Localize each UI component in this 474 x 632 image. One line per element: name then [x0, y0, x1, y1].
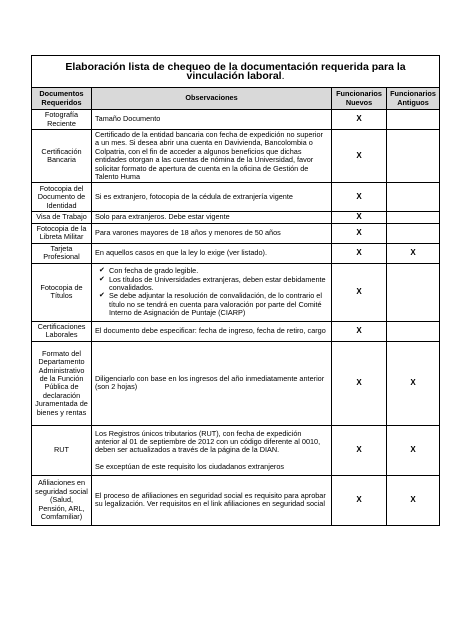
mark-antiguos: X — [387, 243, 440, 263]
mark-nuevos: X — [332, 475, 387, 525]
mark-antiguos — [387, 212, 440, 223]
mark-antiguos — [387, 130, 440, 183]
doc-cell: Tarjeta Profesional — [32, 243, 92, 263]
title-period: . — [281, 69, 285, 82]
list-item-text: Se debe adjuntar la resolución de convalidación, de lo contrario el título no se tendrá en cuenta para valoración por parte del Comité Interno de Asignación de Puntaje (CIARP) — [109, 291, 322, 318]
mark-nuevos: X — [332, 110, 387, 130]
document-title — [32, 56, 440, 88]
obs-cell: En aquellos casos en que la ley lo exige (ver listado). — [92, 243, 332, 263]
titulos-checklist — [95, 267, 328, 317]
header-funcionarios-antiguos: Funcionarios Antiguos — [387, 88, 440, 110]
doc-cell: Certificaciones Laborales — [32, 321, 92, 341]
mark-nuevos: X — [332, 212, 387, 223]
doc-cell: Fotocopia de Títulos — [32, 263, 92, 321]
doc-cell: Formato del Departamento Administrativo de la Función Pública de declaración Juramentada de bienes y rentas — [32, 341, 92, 425]
table-row — [32, 475, 440, 525]
mark-antiguos — [387, 263, 440, 321]
checklist-table — [31, 55, 440, 526]
mark-nuevos: X — [332, 341, 387, 425]
mark-antiguos: X — [387, 475, 440, 525]
mark-nuevos: X — [332, 321, 387, 341]
obs-cell: Solo para extranjeros. Debe estar vigente — [92, 212, 332, 223]
checklist-sheet — [31, 55, 439, 526]
obs-cell: El documento debe especificar: fecha de ingreso, fecha de retiro, cargo — [92, 321, 332, 341]
obs-cell — [92, 263, 332, 321]
check-icon: ✔ — [99, 292, 105, 300]
doc-cell: Visa de Trabajo — [32, 212, 92, 223]
header-funcionarios-nuevos: Funcionarios Nuevos — [332, 88, 387, 110]
mark-antiguos: X — [387, 341, 440, 425]
check-icon: ✔ — [99, 275, 105, 283]
mark-nuevos: X — [332, 243, 387, 263]
mark-antiguos — [387, 183, 440, 212]
mark-nuevos: X — [332, 183, 387, 212]
table-row — [32, 130, 440, 183]
obs-cell: Tamaño Documento — [92, 110, 332, 130]
list-item — [99, 274, 328, 293]
doc-cell: Fotocopia del Documento de Identidad — [32, 183, 92, 212]
table-row — [32, 110, 440, 130]
table-row — [32, 425, 440, 475]
doc-cell: Afiliaciones en seguridad social (Salud, Pensión, ARL, Comfamiliar) — [32, 475, 92, 525]
doc-cell: Certificación Bancaria — [32, 130, 92, 183]
obs-cell: El proceso de afiliaciones en seguridad social es requisito para aprobar su legalización. Ver requisitos en el link afiliaciones en seguridad social — [92, 475, 332, 525]
list-item-text: Con fecha de grado legible. — [109, 266, 199, 276]
header-documentos: Documentos Requeridos — [32, 88, 92, 110]
table-row — [32, 341, 440, 425]
mark-nuevos: X — [332, 223, 387, 243]
mark-antiguos: X — [387, 425, 440, 475]
obs-cell: Si es extranjero, fotocopia de la cédula de extranjería vigente — [92, 183, 332, 212]
mark-antiguos — [387, 223, 440, 243]
list-item — [99, 291, 328, 318]
doc-cell: Fotografía Reciente — [32, 110, 92, 130]
mark-nuevos: X — [332, 425, 387, 475]
mark-antiguos — [387, 110, 440, 130]
obs-cell: Para varones mayores de 18 años y menores de 50 años — [92, 223, 332, 243]
check-icon: ✔ — [99, 267, 105, 275]
rut-exception: Se exceptúan de este requisito los ciudadanos extranjeros — [95, 461, 285, 471]
title-text: Elaboración lista de chequeo de la documentación requerida para la vinculación laboral — [65, 61, 406, 82]
obs-cell: Certificado de la entidad bancaria con fecha de expedición no superior a un mes. Si desea abrir una cuenta en Davivienda, Bancolombia o Colpatria, con el fin de acceder a algunos beneficios que dichas entidades otorgan a las cuentas de nómina de la Universidad, favor solicitar formato de apertura de cuenta en la oficina de Gestión de Talento Huma — [92, 130, 332, 183]
rut-note: Los Registros únicos tributarios (RUT), con fecha de expedición anterior al 01 de septiembre de 2012 con un código diferente al 0010, deben ser actualizados a través de la página de la DIAN. — [95, 428, 321, 455]
mark-nuevos: X — [332, 130, 387, 183]
table-row — [32, 243, 440, 263]
table-row — [32, 263, 440, 321]
header-row — [32, 88, 440, 110]
list-item-text: Los títulos de Universidades extranjeras, deben estar debidamente convalidados. — [109, 274, 326, 292]
obs-cell: Diligenciarlo con base en los ingresos del año inmediatamente anterior (son 2 hojas) — [92, 341, 332, 425]
table-row — [32, 212, 440, 223]
title-row — [32, 56, 440, 88]
mark-antiguos — [387, 321, 440, 341]
table-row — [32, 321, 440, 341]
header-observaciones: Observaciones — [92, 88, 332, 110]
mark-nuevos: X — [332, 263, 387, 321]
table-row — [32, 223, 440, 243]
obs-cell — [92, 425, 332, 475]
doc-cell: RUT — [32, 425, 92, 475]
doc-cell: Fotocopia de la Libreta Militar — [32, 223, 92, 243]
table-row — [32, 183, 440, 212]
